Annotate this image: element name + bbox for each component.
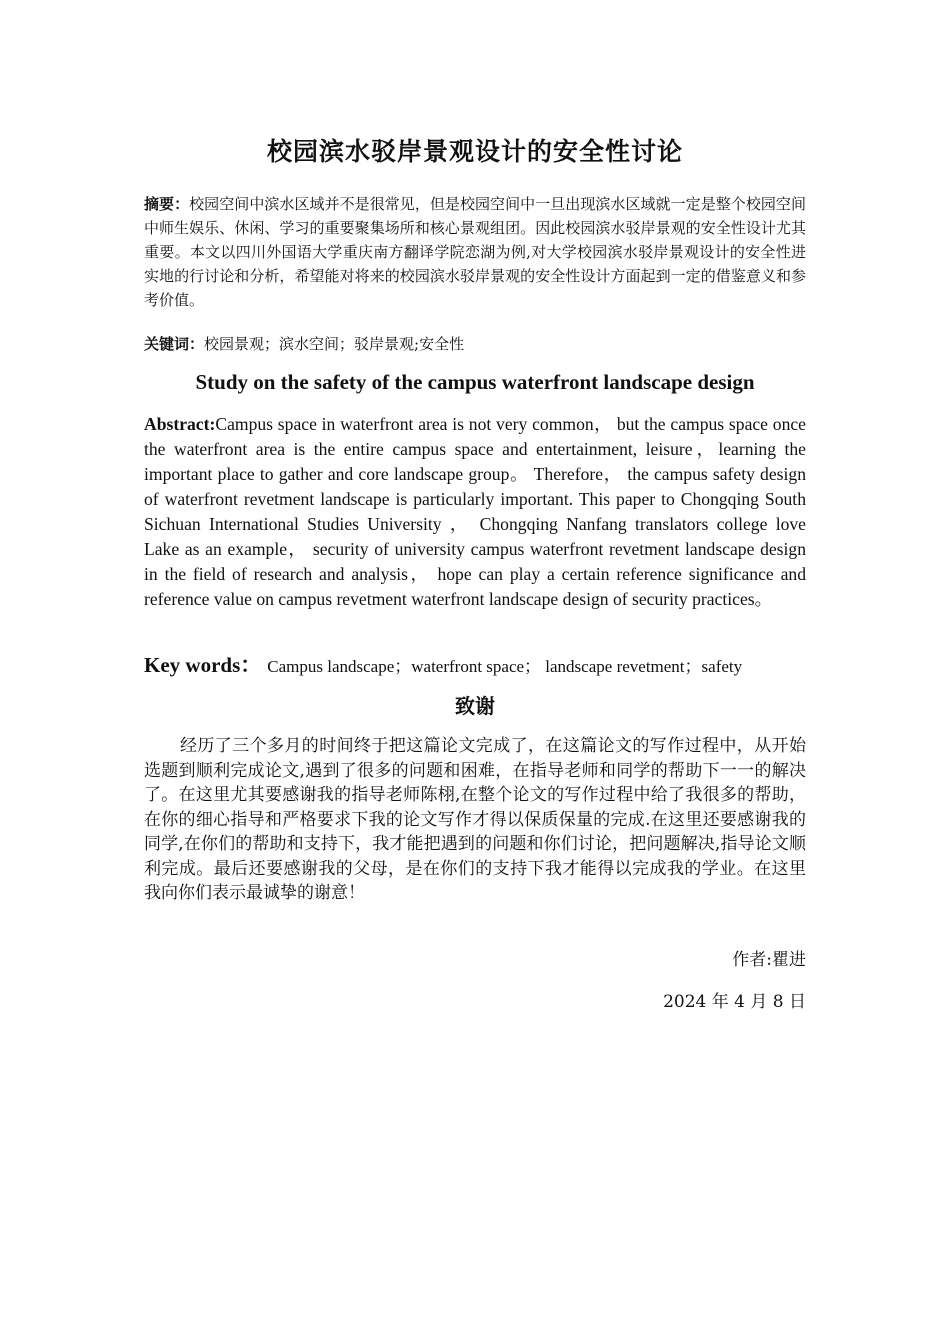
keywords-cn-text: 校园景观；滨水空间；驳岸景观;安全性	[204, 335, 465, 353]
date-line: 2024 年 4 月 8 日	[663, 992, 806, 1012]
keywords-en-text: Campus landscape；waterfront space； landscape revetment；safety	[267, 657, 743, 676]
keywords-en	[144, 650, 806, 682]
paper-title: 校园滨水驳岸景观设计的安全性讨论	[266, 137, 683, 166]
acknowledgement-title: 致谢	[455, 694, 495, 718]
keywords-cn	[144, 332, 806, 356]
abstract-en-label: Abstract:	[144, 414, 216, 434]
keywords-en-label: Key words：	[144, 653, 262, 677]
abstract-en-text: Campus space in waterfront area is not very common， but the campus space once the waterfront area is the entire campus space and entertainment, leisure，learning the important place to gather and core landscape group。 Therefore， the campus safety design of waterfront revetment landscape is particularly important. This paper to Chongqing South Sichuan International Studies University ， Chongqing Nanfang translators college love Lake as an example， security of university campus waterfront revetment landscape design in the field of research and analysis， hope can play a certain reference significance and reference value on campus revetment waterfront landscape design of security practices。	[144, 414, 806, 609]
author-line: 作者:瞿进	[732, 950, 806, 970]
keywords-cn-label: 关键词：	[144, 335, 205, 353]
acknowledgement-body: 经历了三个多月的时间终于把这篇论文完成了，在这篇论文的写作过程中，从开始选题到顺利完成论文,遇到了很多的问题和困难，在指导老师和同学的帮助下一一的解决了。在这里尤其要感谢我的指导老师陈栩,在整个论文的写作过程中给了我很多的帮助，在你的细心指导和严格要求下我的论文写作才得以保质保量的完成.在这里还要感谢我的同学,在你们的帮助和支持下，我才能把遇到的问题和你们讨论，把问题解决,指导论文顺利完成。最后还要感谢我的父母，是在你们的支持下我才能得以完成我的学业。在这里我向你们表示最诚挚的谢意！	[144, 736, 806, 903]
abstract-cn	[144, 192, 806, 312]
abstract-cn-text: 校园空间中滨水区域并不是很常见，但是校园空间中一旦出现滨水区域就一定是整个校园空间中师生娱乐、休闲、学习的重要聚集场所和核心景观组团。因此校园滨水驳岸景观的安全性设计尤其重要。本文以四川外国语大学重庆南方翻译学院恋湖为例,对大学校园滨水驳岸景观设计的安全性进实地的行讨论和分析，希望能对将来的校园滨水驳岸景观的安全性设计方面起到一定的借鉴意义和参考价值。	[144, 195, 806, 309]
english-title: Study on the safety of the campus waterfront landscape design	[195, 370, 755, 394]
abstract-cn-label: 摘要：	[144, 195, 190, 213]
abstract-en	[144, 412, 806, 612]
